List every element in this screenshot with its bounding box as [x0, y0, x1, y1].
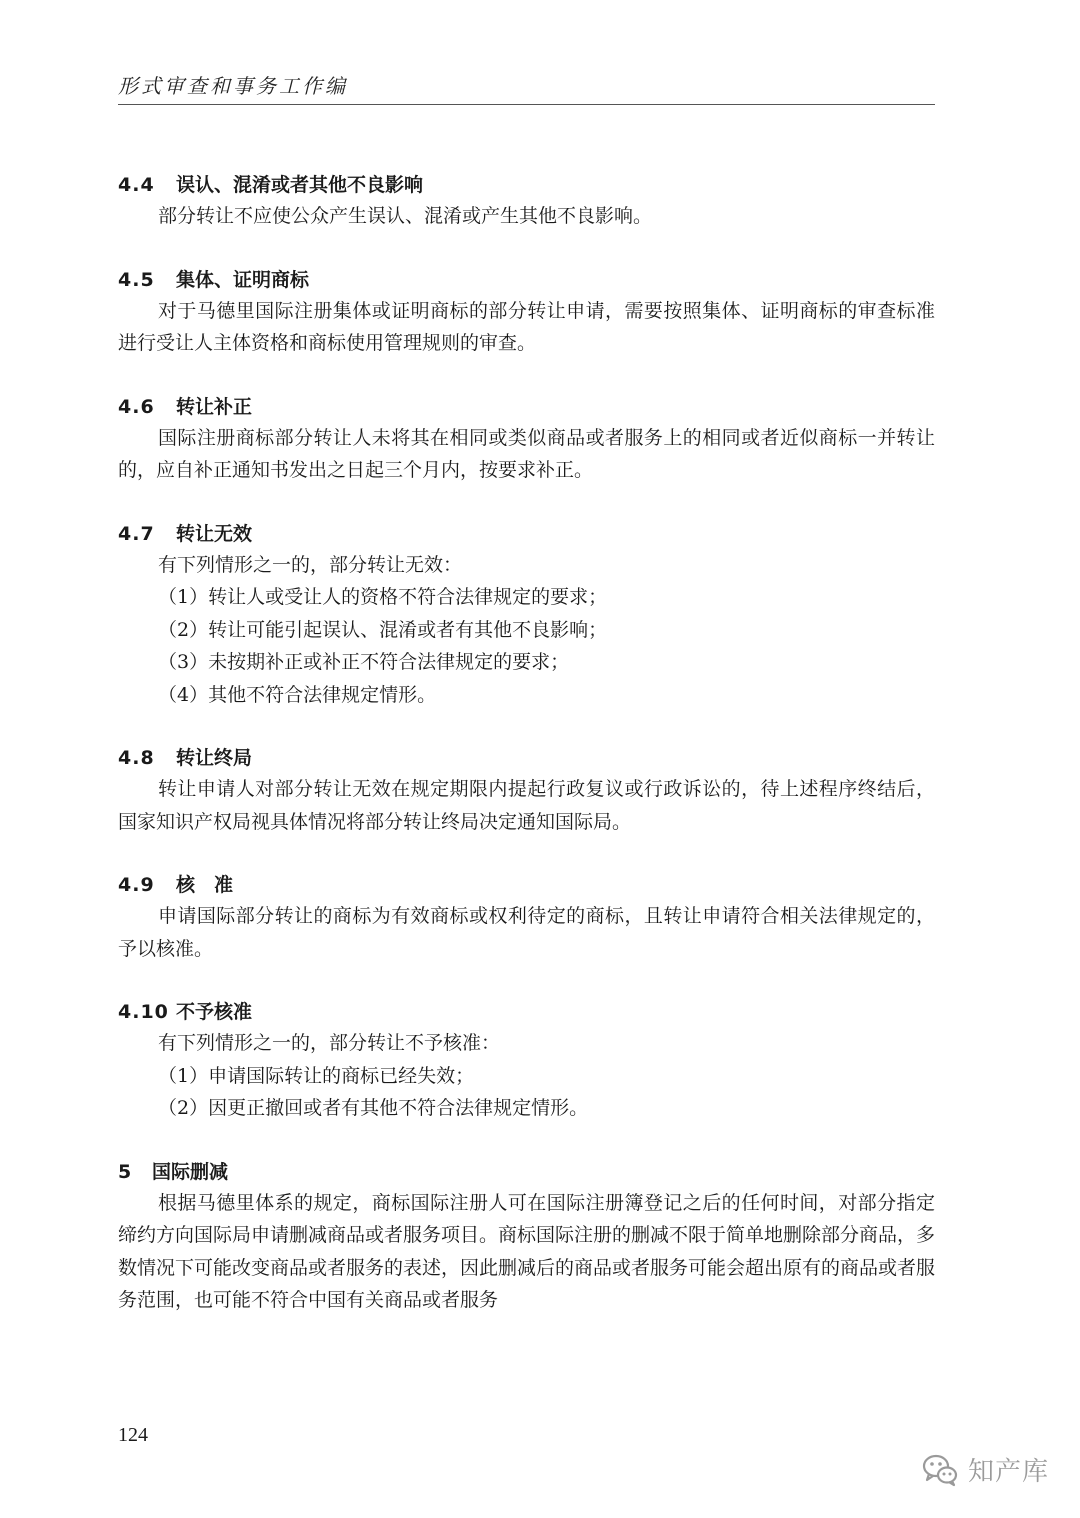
section-number: 4.6 — [118, 395, 155, 418]
section-number: 4.10 — [118, 1001, 169, 1023]
paragraph: 有下列情形之一的，部分转让不予核准： — [158, 1032, 501, 1054]
list-item: （2）转让可能引起误认、混淆或者有其他不良影响； — [158, 618, 608, 641]
watermark — [920, 1449, 1049, 1489]
section-title: 集体、证明商标 — [176, 268, 310, 291]
paragraph: 转让申请人对部分转让无效在规定期限内提起行政复议或行政诉讼的，待上述程序终结后，国家知识产权局视具体情况将部分转让终局决定通知国际局。 — [118, 778, 935, 833]
section-4-8 — [118, 743, 935, 838]
page-body — [118, 170, 935, 1349]
section-4-5 — [118, 265, 935, 360]
section-heading — [118, 1157, 935, 1187]
paragraph: 部分转让不应使公众产生误认、混淆或产生其他不良影响。 — [158, 205, 653, 227]
section-title: 转让补正 — [176, 395, 253, 418]
paragraph: 对于马德里国际注册集体或证明商标的部分转让申请，需要按照集体、证明商标的审查标准进行受让人主体资格和商标使用管理规则的审查。 — [118, 299, 935, 354]
section-heading — [118, 265, 935, 295]
section-title: 国际删减 — [152, 1160, 229, 1183]
section-title: 核 准 — [176, 874, 234, 896]
wechat-icon — [920, 1449, 960, 1489]
section-number: 4.7 — [118, 522, 155, 545]
section-title: 转让无效 — [176, 522, 253, 545]
section-title: 不予核准 — [176, 1001, 253, 1023]
section-title: 转让终局 — [176, 747, 253, 769]
list-item: （3）未按期补正或补正不符合法律规定的要求； — [158, 651, 570, 673]
section-heading — [118, 997, 935, 1027]
section-5 — [118, 1157, 935, 1317]
section-number: 4.4 — [118, 174, 155, 196]
watermark-text: 知产库 — [968, 1456, 1050, 1487]
section-number: 4.5 — [118, 268, 155, 291]
section-heading — [118, 743, 935, 773]
section-4-9 — [118, 870, 935, 965]
paragraph: 国际注册商标部分转让人未将其在相同或类似商品或者服务上的相同或者近似商标一并转让的，应自补正通知书发出之日起三个月内，按要求补正。 — [118, 426, 935, 481]
paragraph: 有下列情形之一的，部分转让无效： — [158, 553, 463, 576]
list-item: （1）申请国际转让的商标已经失效； — [158, 1064, 475, 1087]
section-4-10 — [118, 997, 935, 1125]
section-4-6 — [118, 392, 935, 487]
section-number: 5 — [118, 1160, 133, 1183]
section-heading — [118, 392, 935, 422]
header-rule — [118, 104, 935, 105]
section-number: 4.8 — [118, 747, 155, 769]
section-4-7 — [118, 519, 935, 712]
paragraph: 根据马德里体系的规定，商标国际注册人可在国际注册簿登记之后的任何时间，对部分指定缔约方向国际局申请删减商品或者服务项目。商标国际注册的删减不限于简单地删除部分商品，多数情况下可能改变商品或者服务的表述，因此删减后的商品或者服务可能会超出原有的商品或者服务范围，也可能不符合中国有关商品或者服务 — [118, 1191, 936, 1311]
section-number: 4.9 — [118, 874, 155, 896]
list-item: （4）其他不符合法律规定情形。 — [158, 683, 437, 706]
running-header: 形式审查和事务工作编 — [118, 74, 348, 98]
paragraph: 申请国际部分转让的商标为有效商标或权利待定的商标，且转让申请符合相关法律规定的，予以核准。 — [118, 905, 935, 960]
list-item: （1）转让人或受让人的资格不符合法律规定的要求； — [158, 586, 608, 608]
list-item: （2）因更正撤回或者有其他不符合法律规定情形。 — [158, 1097, 589, 1119]
section-heading — [118, 519, 935, 549]
page-number: 124 — [118, 1424, 148, 1446]
section-heading — [118, 170, 935, 200]
section-4-4 — [118, 170, 935, 233]
section-title: 误认、混淆或者其他不良影响 — [176, 174, 424, 196]
section-heading — [118, 870, 935, 900]
